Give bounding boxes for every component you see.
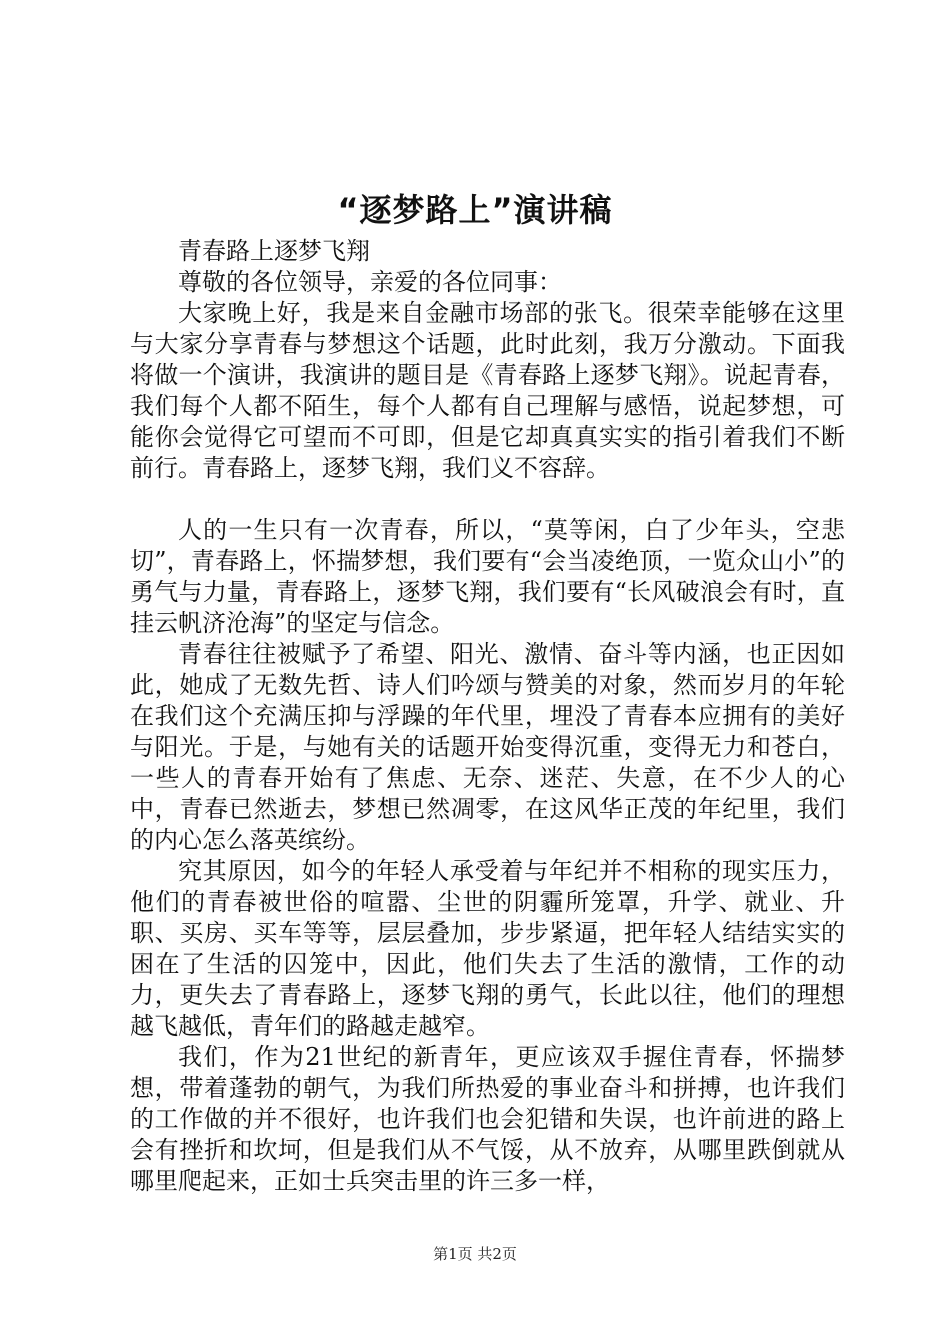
- paragraph-3: 青春往往被赋予了希望、阳光、激情、奋斗等内涵，也正因如此，她成了无数先哲、诗人们吟颂与赞美的对象，然而岁月的年轮在我们这个充满压抑与浮躁的年代里，埋没了青春本应拥有的美好与阳光。于是，与她有关的话题开始变得沉重，变得无力和苍白，一些人的青春开始有了焦虑、无奈、迷茫、失意，在不少人的心中，青春已然逝去，梦想已然凋零，在这风华正茂的年纪里，我们的内心怎么落英缤纷。: [130, 640, 845, 854]
- paragraph-4: 究其原因，如今的年轻人承受着与年纪并不相称的现实压力，他们的青春被世俗的喧嚣、尘世的阴霾所笼罩，升学、就业、升职、买房、买车等等，层层叠加，步步紧逼，把年轻人结结实实的困在了生活的囚笼中，因此，他们失去了生活的激情，工作的动力，更失去了青春路上，逐梦飞翔的勇气，长此以往，他们的理想越飞越低，青年们的路越走越窄。: [130, 857, 845, 1040]
- page-number-footer: 第1页 共2页: [433, 1245, 517, 1263]
- document-body: [130, 236, 845, 1197]
- paragraph-2: 人的一生只有一次青春，所以，“莫等闲，白了少年头，空悲切”，青春路上，怀揣梦想，我们要有“会当凌绝顶，一览众山小”的勇气与力量，青春路上，逐梦飞翔，我们要有“长风破浪会有时，直挂云帆济沧海”的坚定与信念。: [130, 516, 845, 637]
- document-title: “逐梦路上”演讲稿: [337, 191, 613, 229]
- paragraph-5: 我们，作为21世纪的新青年，更应该双手握住青春，怀揣梦想，带着蓬勃的朝气，为我们所热爱的事业奋斗和拼搏，也许我们的工作做的并不很好，也许我们也会犯错和失误，也许前进的路上会有挫折和坎坷，但是我们从不气馁，从不放弃，从哪里跌倒就从哪里爬起来，正如士兵突击里的许三多一样，: [130, 1043, 845, 1195]
- salutation-line: 尊敬的各位领导，亲爱的各位同事：: [178, 268, 562, 296]
- paragraph-1: 大家晚上好，我是来自金融市场部的张飞。很荣幸能够在这里与大家分享青春与梦想这个话题，此时此刻，我万分激动。下面我将做一个演讲，我演讲的题目是《青春路上逐梦飞翔》。说起青春，我们每个人都不陌生，每个人都有自己理解与感悟，说起梦想，可能你会觉得它可望而不可即，但是它却真真实实的指引着我们不断前行。青春路上，逐梦飞翔，我们义不容辞。: [130, 299, 845, 482]
- subtitle-line: 青春路上逐梦飞翔: [178, 237, 370, 265]
- paragraph-gap: [130, 484, 845, 515]
